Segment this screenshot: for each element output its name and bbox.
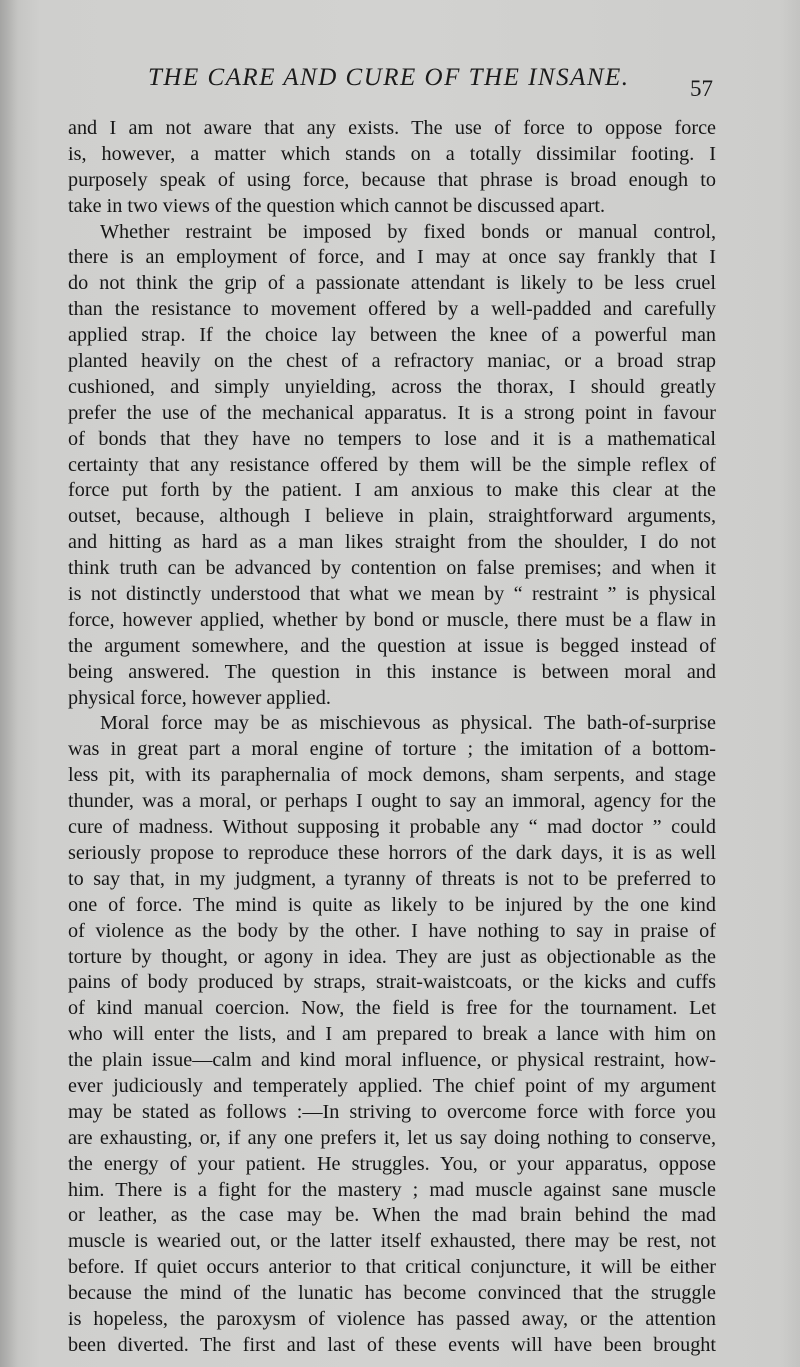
text-line: ever judiciously and temperately applied. The chief point of my argument	[68, 1074, 716, 1097]
text-line: outset, because, although I believe in plain, straightforward arguments,	[68, 505, 716, 528]
text-line: applied strap. If the choice lay between the knee of a powerful man	[68, 324, 716, 347]
text-line: to say that, in my judgment, a tyranny of threats is not to be preferred to	[68, 867, 716, 890]
page-number: 57	[690, 76, 713, 101]
text-line: less pit, with its paraphernalia of mock demons, sham serpents, and stage	[68, 764, 716, 787]
text-line: is hopeless, the paroxysm of violence has passed away, or the attention	[68, 1307, 716, 1330]
text-line: of violence as the body by the other. I have nothing to say in praise of	[68, 919, 716, 942]
text-line: do not think the grip of a passionate attendant is likely to be less cruel	[68, 272, 716, 295]
text-line: seriously propose to reproduce these horrors of the dark days, it is as well	[68, 841, 716, 864]
text-line: may be stated as follows :—In striving to overcome force with force you	[68, 1100, 716, 1123]
text-line: take in two views of the question which cannot be discussed apart.	[68, 194, 606, 217]
text-line: is not distinctly understood that what we mean by “ restraint ” is physical	[68, 583, 716, 606]
text-line: there is an employment of force, and I may at once say frankly that I	[68, 246, 716, 269]
text-line: who will enter the lists, and I am prepared to break a lance with him on	[68, 1023, 716, 1046]
text-line: been diverted. The first and last of these events will have been brought	[68, 1333, 716, 1356]
text-line: and I am not aware that any exists. The use of force to oppose force	[68, 117, 716, 139]
text-line: prefer the use of the mechanical apparatus. It is a strong point in favour	[68, 401, 716, 424]
text-line: or leather, as the case may be. When the mad brain behind the mad	[68, 1204, 716, 1227]
text-line: force, however applied, whether by bond or muscle, there must be a flaw in	[68, 608, 716, 631]
text-line: than the resistance to movement offered by a well-padded and carefully	[68, 298, 716, 321]
text-line: cure of madness. Without supposing it probable any “ mad doctor ” could	[68, 816, 716, 839]
paragraph-start-line: Moral force may be as mischievous as physical. The bath-of-surprise	[100, 712, 716, 735]
text-line: certainty that any resistance offered by them will be the simple reflex of	[68, 453, 716, 476]
gutter-shadow	[0, 0, 18, 1367]
text-line: him. There is a fight for the mastery ; mad muscle against sane muscle	[68, 1178, 716, 1201]
text-line: and hitting as hard as a man likes straight from the shoulder, I do not	[68, 531, 716, 554]
text-line: purposely speak of using force, because that phrase is broad enough to	[68, 168, 716, 191]
text-line: the argument somewhere, and the question at issue is begged instead of	[68, 634, 716, 657]
text-line: pains of body produced by straps, strait-waistcoats, or the kicks and cuffs	[68, 971, 716, 994]
text-line: one of force. The mind is quite as likely to be injured by the one kind	[68, 893, 716, 916]
text-line: before. If quiet occurs anterior to that critical conjuncture, it will be either	[68, 1256, 716, 1279]
text-line: torture by thought, or agony in idea. They are just as objectionable as the	[68, 945, 716, 968]
text-line: is, however, a matter which stands on a totally dissimilar footing. I	[68, 142, 716, 165]
text-line: cushioned, and simply unyielding, across the thorax, I should greatly	[68, 375, 716, 398]
text-line: of bonds that they have no tempers to lose and it is a mathematical	[68, 427, 716, 450]
text-line: thunder, was a moral, or perhaps I ought to say an immoral, agency for the	[68, 790, 716, 813]
paragraph-start-line: Whether restraint be imposed by fixed bonds or manual control,	[100, 220, 716, 243]
text-line: the energy of your patient. He struggles. You, or your apparatus, oppose	[68, 1152, 716, 1175]
running-head-title: THE CARE AND CURE OF THE INSANE.	[148, 64, 630, 91]
text-line: planted heavily on the chest of a refractory maniac, or a broad strap	[68, 350, 716, 373]
body-text	[68, 116, 716, 1359]
text-line: muscle is wearied out, or the latter itself exhausted, there may be rest, not	[68, 1230, 716, 1253]
text-line: force put forth by the patient. I am anxious to make this clear at the	[68, 479, 716, 502]
text-line: being answered. The question in this instance is between moral and	[68, 660, 716, 683]
text-line: the plain issue—calm and kind moral influence, or physical restraint, how-	[68, 1049, 716, 1072]
text-line: of kind manual coercion. Now, the field is free for the tournament. Let	[68, 997, 716, 1020]
text-line: are exhausting, or, if any one prefers it, let us say doing nothing to conserve,	[68, 1126, 716, 1149]
text-line: think truth can be advanced by contention on false premises; and when it	[68, 557, 716, 580]
text-line: was in great part a moral engine of torture ; the imitation of a bottom-	[68, 738, 716, 761]
text-line: physical force, however applied.	[68, 686, 331, 709]
text-line: because the mind of the lunatic has become convinced that the struggle	[68, 1282, 716, 1305]
